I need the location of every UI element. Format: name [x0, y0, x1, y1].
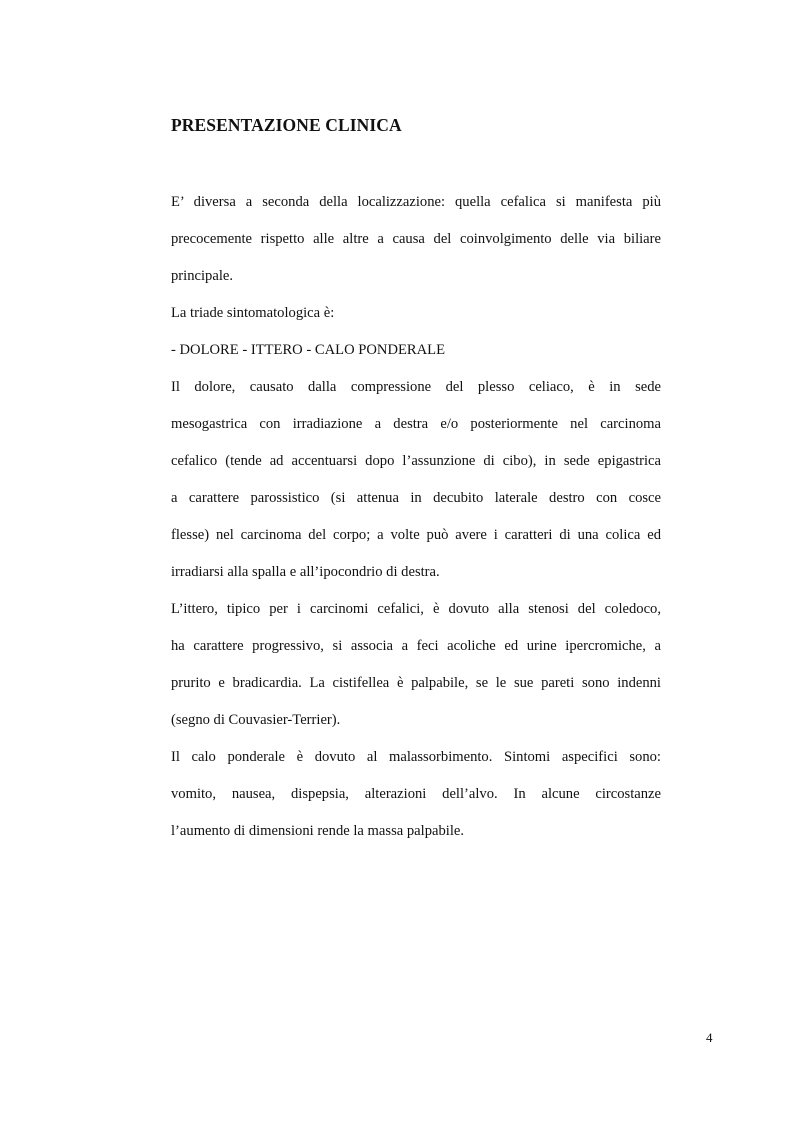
text-line: ha carattere progressivo, si associa a feci acoliche ed urine ipercromiche, a	[171, 638, 661, 654]
text-line: principale.	[171, 268, 233, 284]
page-number: 4	[706, 1030, 713, 1045]
text-line: flesse) nel carcinoma del corpo; a volte può avere i caratteri di una colica ed	[171, 527, 661, 543]
text-line: Il dolore, causato dalla compressione del plesso celiaco, è in sede	[171, 379, 661, 395]
text-line: precocemente rispetto alle altre a causa del coinvolgimento delle via biliare	[171, 231, 661, 247]
text-line: a carattere parossistico (si attenua in decubito laterale destro con cosce	[171, 490, 661, 506]
section-heading: PRESENTAZIONE CLINICA	[171, 115, 402, 135]
text-line: prurito e bradicardia. La cistifellea è palpabile, se le sue pareti sono indenni	[171, 675, 661, 691]
text-line: mesogastrica con irradiazione a destra e/o posteriormente nel carcinoma	[171, 416, 661, 432]
text-line: - DOLORE - ITTERO - CALO PONDERALE	[171, 342, 446, 358]
text-line: (segno di Couvasier-Terrier).	[171, 712, 341, 728]
text-line: La triade sintomatologica è:	[171, 305, 335, 321]
text-line: Il calo ponderale è dovuto al malassorbimento. Sintomi aspecifici sono:	[171, 749, 661, 765]
text-line: irradiarsi alla spalla e all’ipocondrio di destra.	[171, 564, 440, 580]
text-line: vomito, nausea, dispepsia, alterazioni dell’alvo. In alcune circostanze	[171, 786, 661, 802]
text-line: L’ittero, tipico per i carcinomi cefalici, è dovuto alla stenosi del coledoco,	[171, 601, 661, 617]
body-text	[171, 188, 661, 854]
text-line: cefalico (tende ad accentuarsi dopo l’assunzione di cibo), in sede epigastrica	[171, 453, 661, 469]
text-line: l’aumento di dimensioni rende la massa palpabile.	[171, 823, 465, 839]
text-line: E’ diversa a seconda della localizzazione: quella cefalica si manifesta più	[171, 194, 661, 210]
